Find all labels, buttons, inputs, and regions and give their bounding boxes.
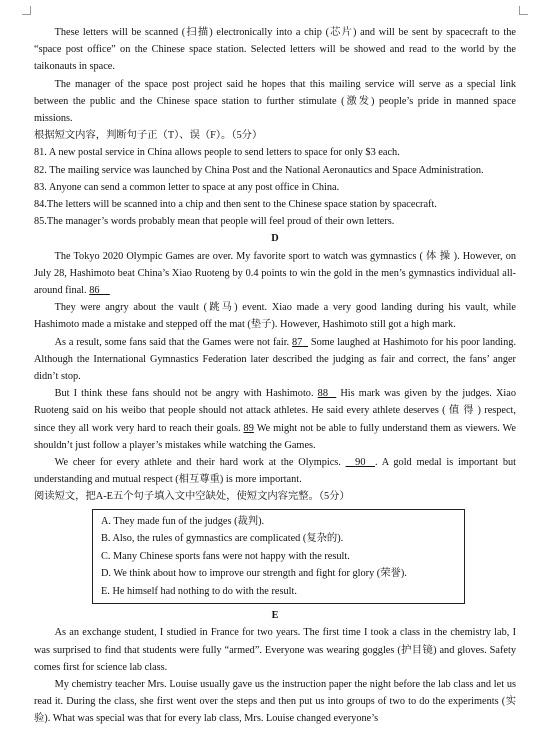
passage-d-p5-text-a: We cheer for every athlete and their hard work at the Olympics.	[54, 457, 341, 469]
passage-c-paragraph-2: The manager of the space post project said he hopes that this mailing service will serve as a special link between the public and the Chinese space station to further stimulate (激发) people’s pride in manned space missions.	[34, 78, 516, 125]
question-83: 83. Anyone can send a common letter to space at any post office in China.	[34, 181, 340, 193]
passage-d-paragraph-2: They were angry about the vault (跳马) event. Xiao made a very good landing during his vault, while Hashimoto made a mistake and stepped off the mat (垫子). However, Hashimoto still got a high mark.	[34, 302, 516, 331]
question-85: 85.The manager’s words probably mean that people will feel proud of their own letters.	[34, 216, 395, 228]
option-e: E. He himself had nothing to do with the result.	[101, 585, 297, 597]
passage-d-p5-text-b: . A gold medal is important but understanding and mutual respect (相互尊重) is more important.	[34, 457, 516, 486]
passage-d-p4-text-a: But I think these fans should not be angry with Hashimoto.	[54, 388, 314, 400]
passage-d-p3-text-a: As a result, some fans said that the Games were not fair.	[54, 336, 290, 348]
page-corner-mark-right	[519, 6, 528, 15]
passage-e-paragraph-2: My chemistry teacher Mrs. Louise usually gave us the instruction paper the night before the lab class and let us read it. During the class, she first went over the steps and then put us into groups of two to do the experiments (实验). What was special was that for every lab class, Mrs. Louise changed everyone’s	[34, 679, 516, 725]
section-heading-d: D	[271, 233, 279, 245]
blank-90: 90	[355, 457, 366, 469]
passage-d-paragraph-4	[34, 385, 516, 454]
passage-c-paragraph-1: These letters will be scanned (扫描) electronically into a chip (芯片) and will be sent by spacecraft to the “space post office” on the Chinese space station. Selected letters will be showed and read to the world by the taikonauts in space.	[34, 27, 516, 73]
page-corner-mark-left	[22, 6, 31, 15]
options-box	[92, 509, 465, 605]
passage-d-p1-text: The Tokyo 2020 Olympic Games are over. My favorite sport to watch was gymnastics ( 体 操 ). However, on July 28, Hashimoto beat China’s Xiao Ruoteng by 0.4 points to win the gold in the men’s gymnastics individual all-around final.	[34, 250, 516, 297]
section-heading-e: E	[271, 610, 279, 622]
passage-d-paragraph-1	[34, 248, 516, 300]
option-b: B. Also, the rules of gymnastics are complicated (复杂的).	[101, 533, 344, 545]
tf-instruction: 根据短文内容，判断句子正（T）、误（F）。（5分）	[34, 130, 263, 142]
passage-d-p4-text-c: We might not be able to fully understand them as viewers. We shouldn’t just follow a player’s mistakes while watching the Games.	[34, 422, 517, 451]
blank-87: 87	[292, 336, 303, 348]
document-page	[34, 24, 516, 728]
passage-d-paragraph-5	[34, 454, 516, 488]
option-c: C. Many Chinese sports fans were not happy with the result.	[101, 550, 350, 562]
question-82: 82. The mailing service was launched by China Post and the National Aeronautics and Space Administration.	[34, 164, 484, 176]
blank-89: 89	[243, 422, 254, 434]
question-81: 81. A new postal service in China allows people to send letters to space for only $3 each.	[34, 147, 400, 159]
passage-d-instruction: 阅读短文，把A-E五个句子填入文中空缺处，使短文内容完整。（5分）	[34, 491, 350, 503]
passage-d-paragraph-3	[34, 334, 516, 386]
option-a: A. They made fun of the judges (裁判).	[101, 515, 265, 527]
question-84: 84.The letters will be scanned into a chip and then sent to the Chinese space station by spacecraft.	[34, 199, 437, 211]
blank-86: 86	[89, 285, 100, 297]
blank-88: 88	[317, 388, 328, 400]
passage-d-p3-text-b: Some laughed at Hashimoto for his poor landing. Although the International Gymnastics Federation later described the judging as fair and correct, the fans’ anger didn’t stop.	[34, 336, 517, 383]
passage-d-p4-text-b: His mark was given by the judges. Xiao Ruoteng said on his weibo that people should not attack athletes. He said every athlete deserves ( 值 得 ) respect, since they all work very hard to reach their goals.	[34, 388, 516, 434]
passage-e-paragraph-1: As an exchange student, I studied in France for two years. The first time I took a class in the chemistry lab, I was surprised to find that students were fully “armed”. Everyone was wearing goggles (护目镜) and gloves. Safety comes first for science lab class.	[34, 627, 516, 673]
option-d: D. We think about how to improve our strength and fight for glory (荣誉).	[101, 568, 407, 580]
